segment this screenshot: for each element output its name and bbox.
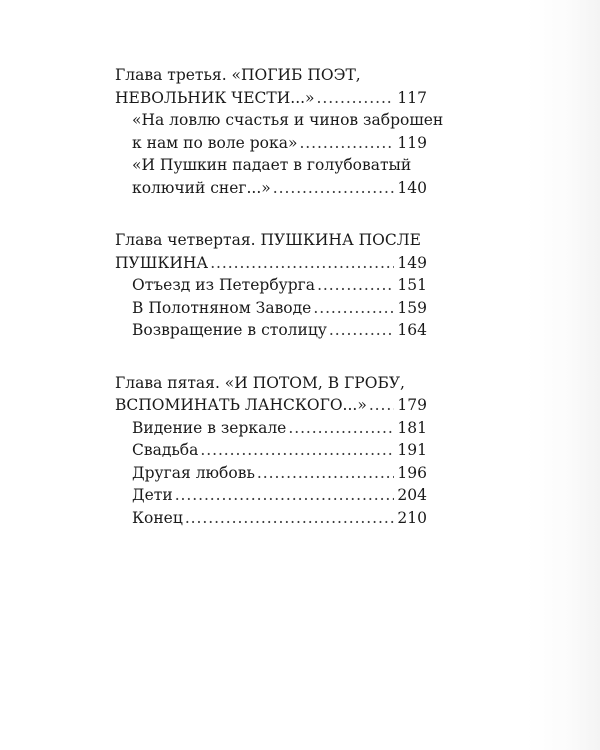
dot-leader [288, 417, 394, 440]
chapter-3-title-continued: НЕВОЛЬНИК ЧЕСТИ...» [115, 88, 315, 107]
dot-leader [175, 484, 395, 507]
dot-leader [299, 132, 394, 155]
section-3-2-title: «И Пушкин падает в голубоватый [132, 156, 412, 174]
chapter-5-title: Глава пятая. «И ПОТОМ, В ГРОБУ, [115, 373, 405, 392]
page-edge-shadow [526, 0, 600, 750]
section-4-1[interactable] [115, 274, 427, 297]
chapter-5 [115, 372, 427, 530]
chapter-4-title: Глава четвертая. ПУШКИНА ПОСЛЕ [115, 231, 421, 249]
section-5-2[interactable] [115, 439, 427, 462]
chapter-3-page-number: 117 [397, 88, 427, 107]
section-5-5-title: Конец [132, 508, 183, 527]
section-4-3[interactable] [115, 319, 427, 342]
section-5-3-title: Другая любовь [132, 463, 255, 482]
section-4-1-title: Отъезд из Петербурга [132, 276, 316, 294]
section-5-5-page-number: 210 [397, 508, 427, 527]
section-3-1-line-2[interactable] [115, 132, 427, 155]
section-4-3-page-number: 164 [397, 321, 427, 339]
dot-leader [200, 439, 394, 462]
table-of-contents [115, 64, 444, 559]
section-4-2-title: В Полотняном Заводе [132, 298, 312, 317]
section-5-3-page-number: 196 [397, 463, 427, 482]
section-3-1-page-number: 119 [397, 133, 427, 152]
dot-leader [329, 319, 394, 342]
chapter-4-title-line-1 [115, 229, 427, 252]
chapter-5-page-number: 179 [397, 396, 427, 414]
section-4-1-page-number: 151 [397, 276, 427, 294]
dot-leader [317, 87, 395, 110]
section-5-4[interactable] [115, 484, 427, 507]
section-5-4-title: Дети [132, 486, 173, 504]
chapter-3 [115, 64, 444, 199]
chapter-3-title-line-1 [115, 64, 427, 87]
dot-leader [185, 507, 395, 530]
section-5-2-page-number: 191 [397, 441, 427, 459]
chapter-5-title-line-1 [115, 372, 427, 395]
section-5-1-title: Видение в зеркале [132, 418, 287, 437]
chapter-5-title-continued: ВСПОМИНАТЬ ЛАНСКОГО...» [115, 396, 367, 414]
section-3-2-line-2[interactable] [115, 177, 427, 200]
dot-leader [210, 252, 394, 275]
section-3-1-line-1 [115, 109, 444, 132]
chapter-5-title-line-2[interactable] [115, 394, 427, 417]
dot-leader [317, 274, 394, 297]
dot-leader [369, 394, 395, 417]
section-4-2[interactable] [115, 297, 427, 320]
section-4-3-title: Возвращение в столицу [132, 321, 327, 339]
chapter-4-page-number: 149 [397, 253, 427, 272]
dot-leader [257, 462, 395, 485]
section-5-3[interactable] [115, 462, 427, 485]
section-5-1[interactable] [115, 417, 427, 440]
section-3-2-page-number: 140 [397, 178, 427, 197]
section-4-2-page-number: 159 [397, 298, 427, 317]
dot-leader [273, 177, 395, 200]
section-3-1-title-continued: к нам по воле рока» [132, 133, 298, 152]
section-3-2-line-1 [115, 154, 427, 177]
section-5-4-page-number: 204 [397, 486, 427, 504]
section-5-1-page-number: 181 [397, 418, 427, 437]
chapter-3-title-line-2[interactable] [115, 87, 427, 110]
chapter-4 [115, 229, 427, 342]
chapter-3-title: Глава третья. «ПОГИБ ПОЭТ, [115, 66, 361, 84]
section-5-2-title: Свадьба [132, 441, 199, 459]
chapter-4-title-continued: ПУШКИНА [115, 253, 209, 272]
chapter-4-title-line-2[interactable] [115, 252, 427, 275]
section-3-2-title-continued: колючий снег...» [132, 178, 271, 197]
dot-leader [313, 297, 394, 320]
section-5-5[interactable] [115, 507, 427, 530]
section-3-1-title: «На ловлю счастья и чинов заброшен [132, 111, 444, 129]
